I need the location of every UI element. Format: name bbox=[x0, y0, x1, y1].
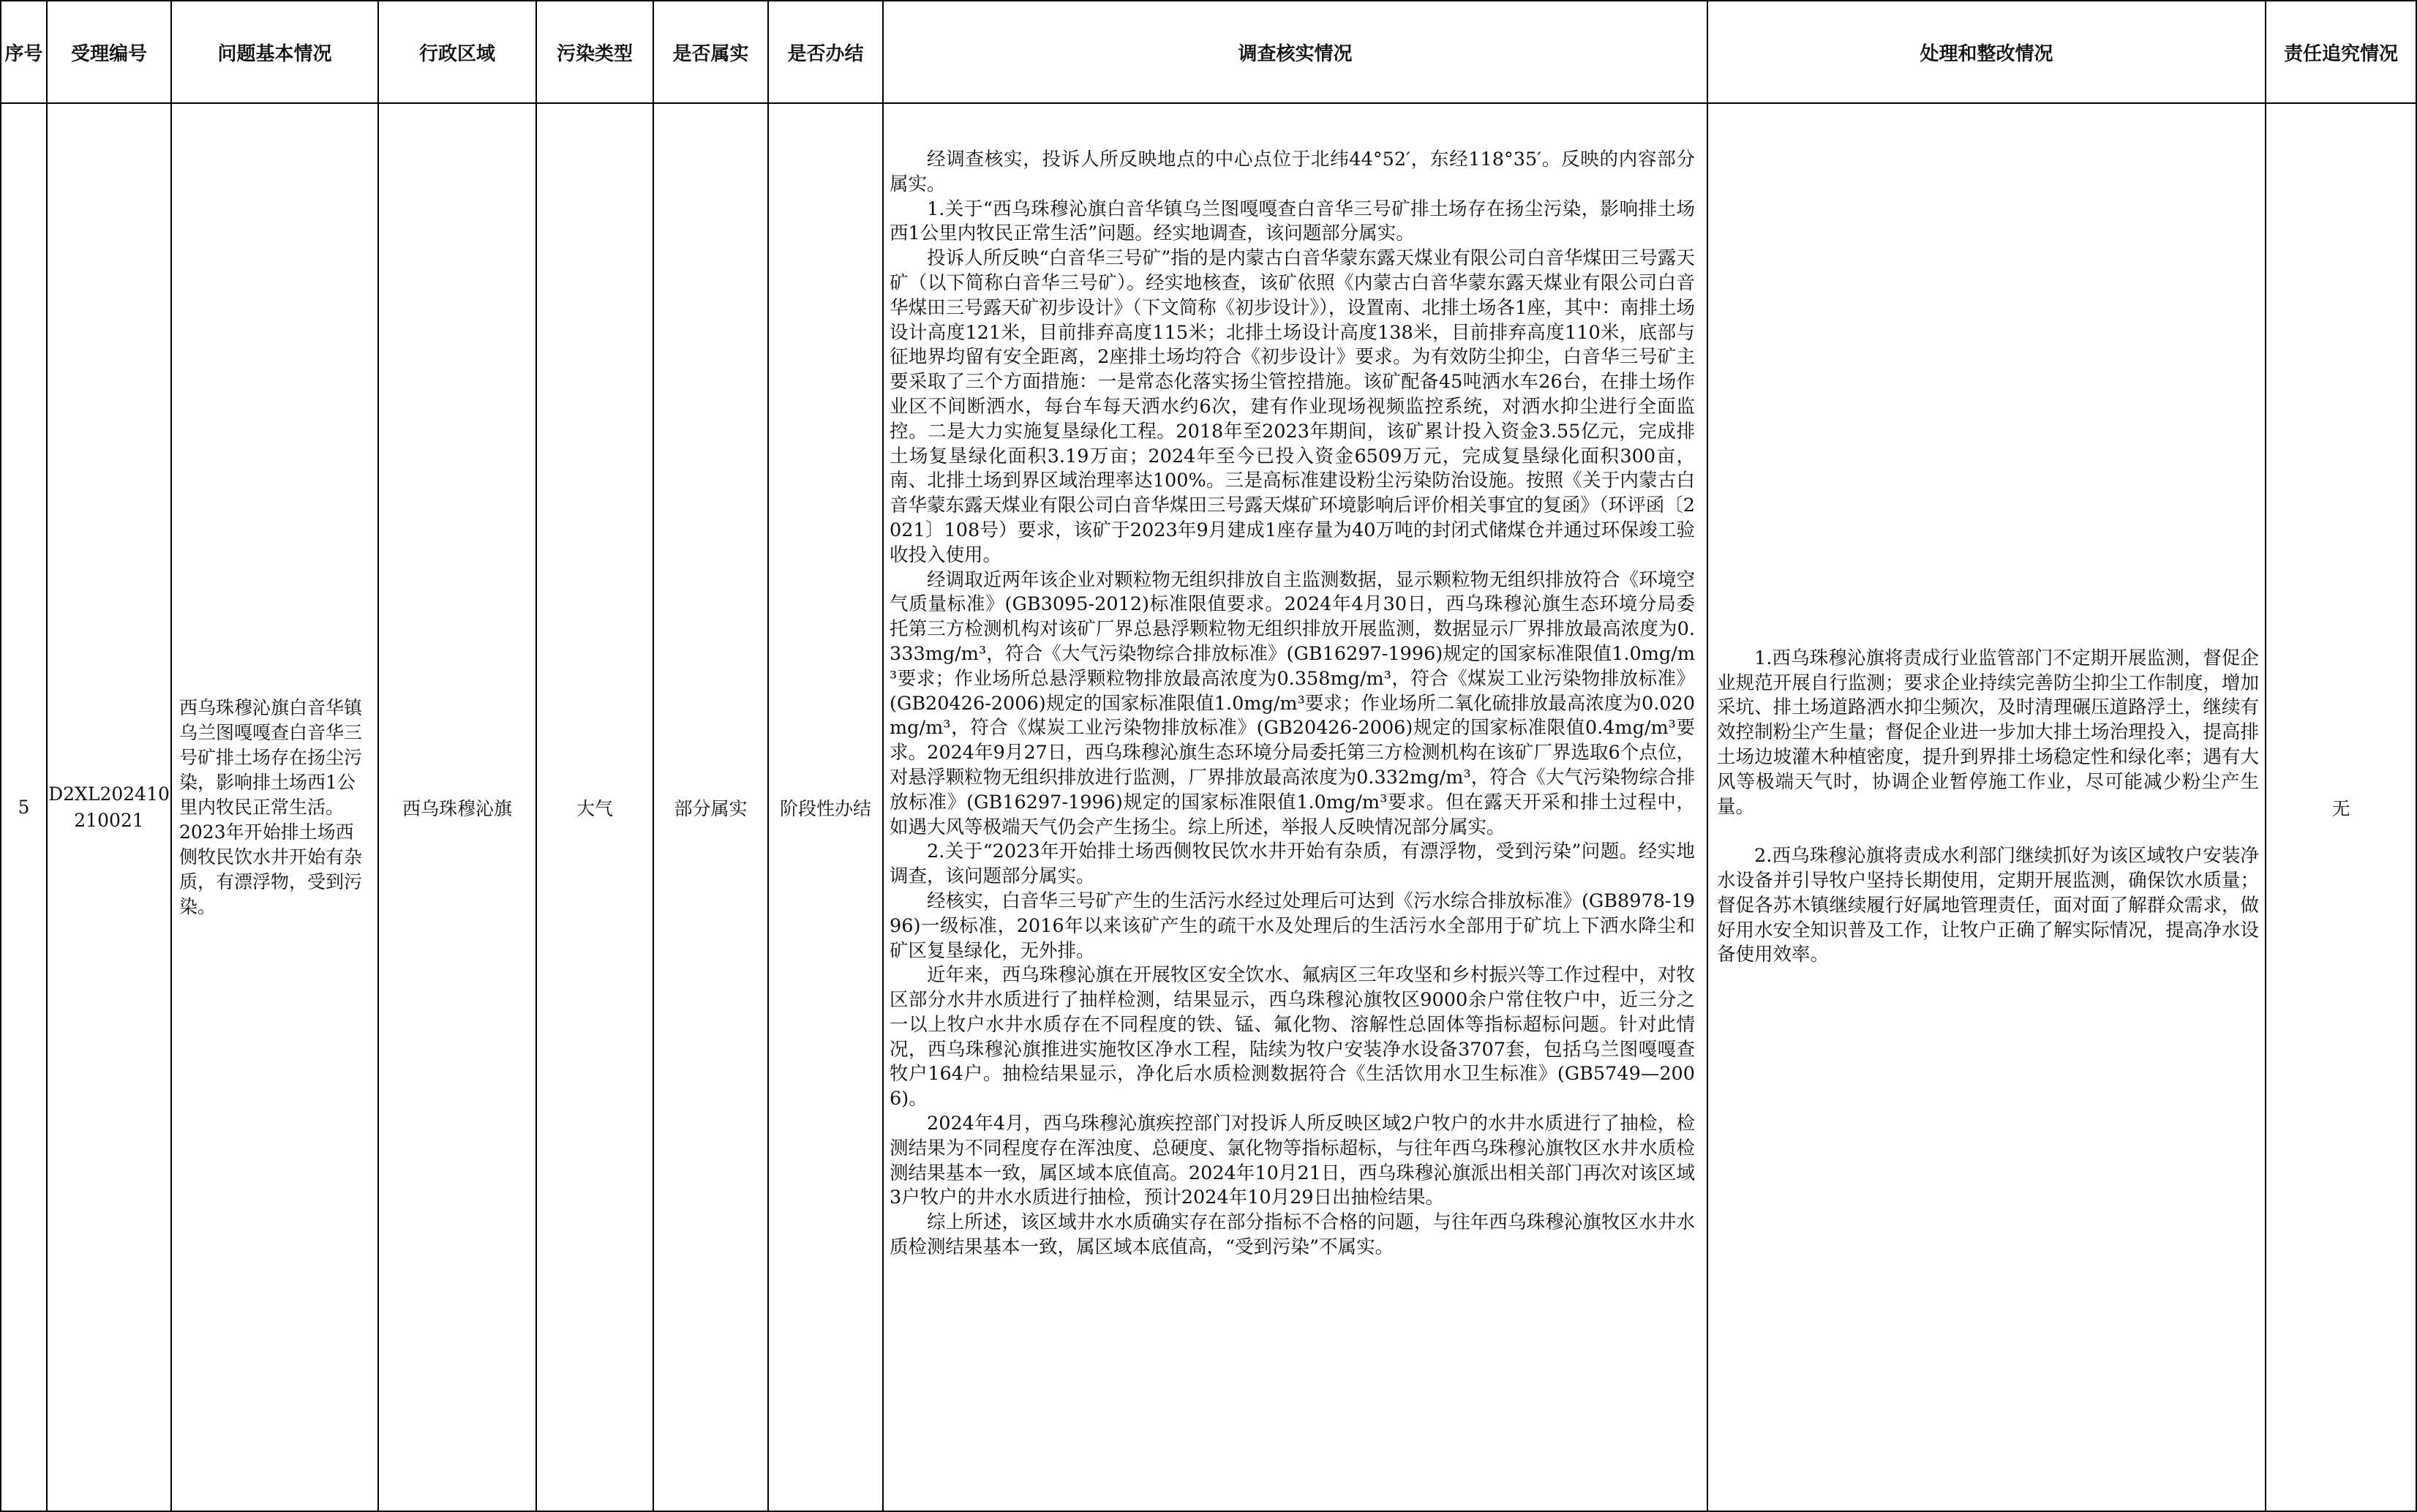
case-id-line-2: 210021 bbox=[74, 809, 144, 831]
header-case-id: 受理编号 bbox=[47, 1, 171, 103]
findings-paragraph: 经调取近两年该企业对颗粒物无组织排放自主监测数据，显示颗粒物无组织排放符合《环境空气质量标准》(GB3095-2012)标准限值要求。2024年4月30日，西乌珠穆沁旗生态环境分局委托第三方检测机构对该矿厂界总悬浮颗粒物无组织排放开展监测，数据显示厂界排放最高浓度为0.333mg/m³，符合《大气污染物综合排放标准》(GB16297-1996)规定的国家标准限值1.0mg/m³要求；作业场所总悬浮颗粒物排放最高浓度为0.358mg/m³，符合《煤炭工业污染物排放标准》(GB20426-2006)规定的国家标准限值1.0mg/m³要求；作业场所二氧化硫排放最高浓度为0.020mg/m³，符合《煤炭工业污染物排放标准》(GB20426-2006)规定的国家标准限值0.4mg/m³要求。2024年9月27日，西乌珠穆沁旗生态环境分局委托第三方检测机构在该矿厂界选取6个点位，对悬浮颗粒物无组织排放进行监测，厂界排放最高浓度为0.332mg/m³，符合《大气污染物综合排放标准》(GB16297-1996)规定的国家标准限值1.0mg/m³要求。但在露天开采和排土过程中，如遇大风等极端天气仍会产生扬尘。综上所述，举报人反映情况部分属实。 bbox=[890, 568, 1695, 838]
measures-paragraph: 1.西乌珠穆沁旗将责成行业监管部门不定期开展监测，督促企业规范开展自行监测；要求企业持续完善防尘抑尘工作制度，增加采坑、排土场道路洒水抑尘频次，及时清理碾压道路浮土，继续有效控制粉尘产生量；督促企业进一步加大排土场治理投入，提高排土场边坡灌木种植密度，提升到界排土场稳定性和绿化率；遇有大风等极端天气时，协调企业暂停施工作业，尽可能减少粉尘产生量。 bbox=[1717, 647, 2259, 818]
findings-paragraph: 近年来，西乌珠穆沁旗在开展牧区安全饮水、氟病区三年攻坚和乡村振兴等工作过程中，对牧区部分水井水质进行了抽样检测，结果显示，西乌珠穆沁旗牧区9000余户常住牧户中，近三分之一以上牧户水井水质存在不同程度的铁、锰、氟化物、溶解性总固体等指标超标问题。针对此情况，西乌珠穆沁旗推进实施牧区净水工程，陆续为牧户安装净水设备3707套，包括乌兰图嘎嘎查牧户164户。抽检结果显示，净化后水质检测数据符合《生活饮用水卫生标准》(GB5749—2006)。 bbox=[890, 964, 1695, 1110]
header-measures: 处理和整改情况 bbox=[1707, 1, 2266, 103]
measures-paragraph: 2.西乌珠穆沁旗将责成水利部门继续抓好为该区域牧户安装净水设备并引导牧户坚持长期使用，定期开展监测，确保饮水质量；督促各苏木镇继续履行好属地管理责任，面对面了解群众需求，做好用水安全知识普及工作，让牧户正确了解实际情况，提高净水设备使用效率。 bbox=[1717, 845, 2259, 966]
row-measures bbox=[1707, 103, 2266, 1511]
header-issue: 问题基本情况 bbox=[171, 1, 378, 103]
findings-paragraph: 1.关于“西乌珠穆沁旗白音华镇乌兰图嘎嘎查白音华三号矿排土场存在扬尘污染，影响排土场西1公里内牧民正常生活”问题。经实地调查，该问题部分属实。 bbox=[890, 198, 1695, 245]
findings-paragraph: 2.关于“2023年开始排土场西侧牧民饮水井开始有杂质，有漂浮物，受到污染”问题。经实地调查，该问题部分属实。 bbox=[890, 840, 1695, 888]
findings-paragraph: 投诉人所反映“白音华三号矿”指的是内蒙古白音华蒙东露天煤业有限公司白音华煤田三号露天矿（以下简称白音华三号矿）。经实地核查，该矿依照《内蒙古白音华蒙东露天煤业有限公司白音华煤田三号露天矿初步设计》（下文简称《初步设计》），设置南、北排土场各1座，其中：南排土场设计高度121米，目前排弃高度115米；北排土场设计高度138米，目前排弃高度110米，底部与征地界均留有安全距离，2座排土场均符合《初步设计》要求。为有效防尘抑尘，白音华三号矿主要采取了三个方面措施：一是常态化落实扬尘管控措施。该矿配备45吨洒水车26台，在排土场作业区不间断洒水，每台车每天洒水约6次，建有作业现场视频监控系统，对洒水抑尘进行全面监控。二是大力实施复垦绿化工程。2018年至2023年期间，该矿累计投入资金3.55亿元，完成排土场复垦绿化面积3.19万亩；2024年至今已投入资金6509万元，完成复垦绿化面积300亩，南、北排土场到界区域治理率达100%。三是高标准建设粉尘污染防治设施。按照《关于内蒙古白音华蒙东露天煤业有限公司白音华煤田三号露天煤矿环境影响后评价相关事宜的复函》（环评函〔2021〕108号）要求，该矿于2023年9月建成1座存量为40万吨的封闭式储煤仓并通过环保竣工验收投入使用。 bbox=[890, 247, 1695, 566]
row-pollution-type: 大气 bbox=[536, 103, 653, 1511]
row-index: 5 bbox=[1, 103, 47, 1511]
row-case-id bbox=[47, 103, 171, 1511]
findings-paragraph: 综上所述，该区域井水水质确实存在部分指标不合格的问题，与往年西乌珠穆沁旗牧区水井水质检测结果基本一致，属区域本底值高，“受到污染”不属实。 bbox=[890, 1211, 1695, 1259]
header-pollution-type: 污染类型 bbox=[536, 1, 653, 103]
findings-paragraph: 经核实，白音华三号矿产生的生活污水经过处理后可达到《污水综合排放标准》(GB8978-1996)一级标准，2016年以来该矿产生的疏干水及处理后的生活污水全部用于矿坑上下洒水降尘和矿区复垦绿化，无外排。 bbox=[890, 889, 1695, 962]
issue-text: 西乌珠穆沁旗白音华镇乌兰图嘎嘎查白音华三号矿排土场存在扬尘污染，影响排土场西1公里内牧民正常生活。2023年开始排土场西侧牧民饮水井开始有杂质，有漂浮物，受到污染。 bbox=[179, 696, 363, 917]
header-findings: 调查核实情况 bbox=[883, 1, 1707, 103]
table-row bbox=[1, 103, 2416, 1511]
header-row bbox=[1, 1, 2416, 103]
findings-paragraph: 2024年4月，西乌珠穆沁旗疾控部门对投诉人所反映区域2户牧户的水井水质进行了抽检，检测结果为不同程度存在浑浊度、总硬度、氯化物等指标超标，与往年西乌珠穆沁旗牧区水井水质检测结果基本一致，属区域本底值高。2024年10月21日，西乌珠穆沁旗派出相关部门再次对该区域3户牧户的井水水质进行抽检，预计2024年10月29日出抽检结果。 bbox=[890, 1113, 1695, 1209]
header-index: 序号 bbox=[1, 1, 47, 103]
row-issue bbox=[171, 103, 378, 1511]
header-region: 行政区域 bbox=[378, 1, 536, 103]
row-accountability: 无 bbox=[2266, 103, 2416, 1511]
header-is-closed: 是否办结 bbox=[768, 1, 883, 103]
row-is-closed: 阶段性办结 bbox=[768, 103, 883, 1511]
header-accountability: 责任追究情况 bbox=[2266, 1, 2416, 103]
row-region: 西乌珠穆沁旗 bbox=[378, 103, 536, 1511]
header-is-true: 是否属实 bbox=[653, 1, 768, 103]
row-findings bbox=[883, 103, 1707, 1511]
case-id-line-1: D2XL202410 bbox=[48, 783, 170, 805]
row-is-true: 部分属实 bbox=[653, 103, 768, 1511]
findings-paragraph: 经调查核实，投诉人所反映地点的中心点位于北纬44°52′，东经118°35′。反映的内容部分属实。 bbox=[890, 148, 1695, 195]
